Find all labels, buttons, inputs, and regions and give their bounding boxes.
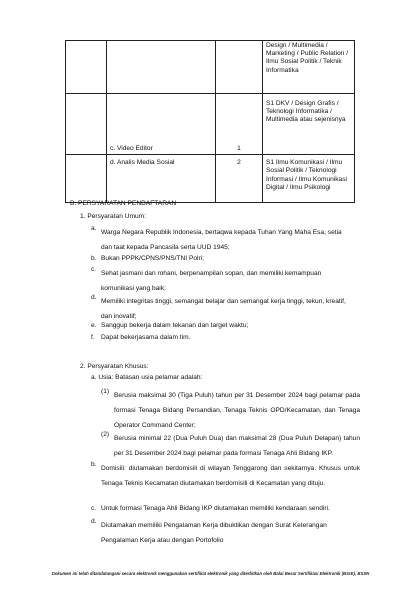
requirement-cell: Design / Multimedia / Marketing / Public Relation / Ilmu Sosial Politik / Teknik Informatika [263,41,355,94]
list-marker: b. [91,255,97,262]
position-cell: d. Analis Media Sosial [107,155,216,203]
list-item: Untuk formasi Tenaga Ahli Bidang IKP diutamakan memiliki kendaraan sendiri. [101,505,330,512]
count-cell: 2 [216,155,263,203]
subsection-heading: 1. Persyaratan Umum: [80,213,146,220]
list-marker: (1) [101,388,110,395]
position-cell: c. Video Editor [107,94,216,155]
list-item: Bukan PPPK/CPNS/PNS/TNI Polri; [101,255,204,262]
position-table [65,40,355,203]
list-marker: d. [91,518,97,525]
list-marker: c. [91,266,97,273]
table-row [66,94,355,155]
table-row [66,41,355,94]
list-marker: e. [91,322,97,329]
requirement-cell: S1 Ilmu Komunikasi / Ilmu Sosial Politik / Teknologi Informasi / Ilmu Komunikasi Digital / Ilmu Psikologi [263,155,355,203]
subsection-heading: 2. Persyaratan Khusus: [80,363,149,370]
list-marker: (2) [101,431,110,438]
list-item: Sehat jasmani dan rohani, berpenampilan sopan, dan memiliki kemampuan komunikasi yang baik; [101,270,322,292]
list-marker: a. [91,225,97,232]
count-cell: 1 [216,94,263,155]
section-heading: B. PERSYARATAN PENDAFTARAN [70,200,177,207]
list-item: Dapat bekerjasama dalam tim. [101,334,191,341]
list-item: Memiliki integritas tinggi, semangat belajar dan semangat kerja tinggi, tekun, kreatif, dan inovatif; [101,298,346,320]
list-marker: f. [91,334,95,341]
table-row [66,155,355,203]
list-item: Sanggup bekerja dalam tekanan dan target waktu; [101,322,249,329]
list-marker: d. [91,294,97,301]
list-item: Berusia maksimal 30 (Tiga Puluh) tahun per 31 Desember 2024 bagi pelamar pada formasi Tenaga Bidang Persandian, Tenaga Teknis OPD/Kecamatan, dan Tenaga Operator Command Center; [114,392,360,429]
requirement-cell: S1 DKV / Design Grafis / Teknologi Informatika / Multimedia atau sejenisnya [263,94,355,155]
list-item: a. Usia: Batasan usia pelamar adalah: [91,374,203,381]
list-item: Domisili: diutamakan berdomisili di wilayah Tenggarong dan sekitarnya. Khusus untuk Tenaga Teknis Kecamatan diutamakan berdomisili di Kecamatan yang dituju. [101,465,360,487]
list-marker: b. [91,461,97,468]
list-item: Berusia minimal 22 (Dua Puluh Dua) dan maksimal 28 (Dua Puluh Delapan) tahun per 31 Desember 2024 bagi pelamar pada formasi Tenaga Ahli Bidang IKP. [114,435,360,457]
list-marker: c. [91,505,97,512]
list-item: Warga Negara Republik Indonesia, bertaqwa kepada Tuhan Yang Maha Esa, setia dan taat kepada Pancasila serta UUD 1945; [101,229,342,251]
footer-note: Dokumen ini telah ditandatangani secara elektronik menggunakan sertifikat elektronik yang diterbitkan oleh Balai Besar Sertifikasi Elektronik (BSrE), BSSN [51,571,370,576]
list-item: Diutamakan memiliki Pengalaman Kerja dibuktikan dengan Surat Keterangan Pengalaman Kerja atau dengan Portofolio [101,522,327,544]
